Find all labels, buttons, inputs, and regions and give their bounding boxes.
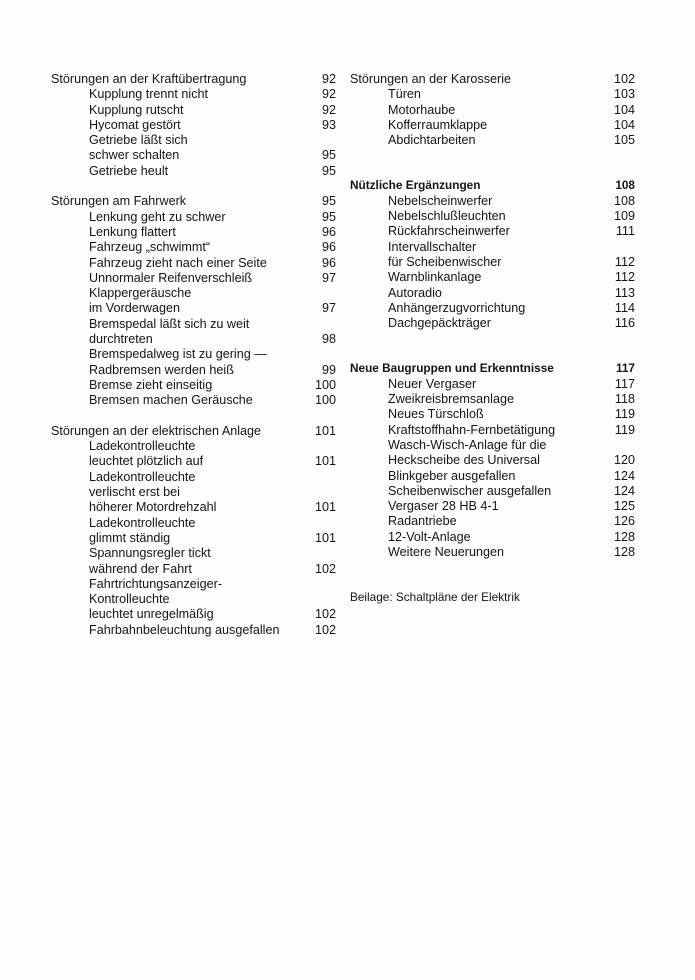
toc-entry-title: Fahrtrichtungsanzeiger- [89, 576, 222, 591]
toc-entry-title: Bremsen machen Geräusche [89, 393, 253, 408]
toc-entry [51, 485, 336, 500]
toc-page-number: 92 [321, 102, 336, 117]
toc-page-number: 111 [615, 224, 635, 239]
toc-page-number: 99 [321, 362, 336, 377]
toc-page-number: 102 [314, 561, 336, 576]
toc-page-number: 112 [614, 254, 635, 269]
toc-entry [350, 469, 635, 484]
toc-page-number: 102 [613, 72, 635, 86]
toc-page-number: 95 [321, 148, 336, 163]
toc-section-heading [350, 361, 635, 376]
toc-entry-title: Spannungsregler tickt [89, 546, 211, 561]
toc-page-number: 95 [321, 194, 336, 209]
toc-entry-title: Lenkung flattert [89, 224, 176, 239]
toc-page-number: 92 [321, 87, 336, 102]
toc-entry-title: Radbremsen werden heiß [89, 362, 234, 377]
toc-page-number: 96 [321, 240, 336, 255]
toc-entry-title: glimmt ständig [89, 530, 171, 545]
toc-page-number: 120 [613, 453, 635, 468]
toc-entry-title: 12-Volt-Anlage [388, 529, 471, 544]
toc-page-number: 119 [614, 407, 635, 422]
toc-entry [51, 148, 336, 163]
toc-entry [350, 255, 635, 270]
toc-entry [350, 118, 635, 133]
toc-entry-title: im Vorderwagen [89, 301, 181, 316]
toc-entry [51, 256, 336, 271]
toc-entry-title: schwer schalten [89, 148, 180, 163]
toc-page-number: 97 [321, 301, 336, 316]
toc-entry [51, 301, 336, 316]
toc-entry [51, 103, 336, 118]
toc-page-number: 113 [614, 285, 635, 300]
toc-entry [350, 407, 635, 422]
toc-entry [51, 470, 336, 485]
toc-entry-title: Unnormaler Reifenverschleiß [89, 270, 253, 285]
toc-entry-title: Heckscheibe des Universal [388, 453, 540, 468]
toc-entry [51, 118, 336, 133]
toc-entry-title: Vergaser 28 HB 4-1 [388, 499, 499, 514]
toc-entry [51, 210, 336, 225]
toc-entry [51, 393, 336, 408]
toc-entry [350, 453, 635, 468]
toc-entry [51, 286, 336, 301]
toc-entry-title: Nützliche Ergänzungen [350, 178, 481, 193]
toc-entry [51, 317, 336, 332]
toc-entry [51, 607, 336, 622]
toc-entry-title: Zweikreisbremsanlage [388, 392, 514, 407]
toc-entry-title: Fahrbahnbeleuchtung ausgefallen [89, 622, 280, 637]
toc-page-number: 108 [613, 193, 635, 208]
toc-entry [350, 423, 635, 438]
section-spacer [350, 560, 635, 575]
toc-entry-title: Kupplung rutscht [89, 102, 184, 117]
toc-entry-title: für Scheibenwischer [388, 254, 502, 269]
toc-page-number: 109 [613, 209, 635, 224]
toc-entry [350, 209, 635, 224]
toc-page-number: 92 [321, 72, 336, 86]
toc-entry [51, 577, 336, 592]
toc-entry-title: Ladekontrolleuchte [89, 515, 196, 530]
toc-section-heading [51, 72, 336, 87]
toc-entry-title: Ladekontrolleuchte [89, 439, 196, 454]
toc-page-number: 114 [614, 300, 635, 315]
toc-entry [51, 623, 336, 638]
toc-entry-title: Motorhaube [388, 102, 456, 117]
toc-page-number: 124 [613, 483, 635, 498]
toc-entry-title: Nebelscheinwerfer [388, 193, 493, 208]
toc-entry [350, 87, 635, 102]
toc-entry-title: Bremse zieht einseitig [89, 377, 213, 392]
toc-entry-title: Kofferraumklappe [388, 117, 488, 132]
toc-page-number: 97 [321, 270, 336, 285]
toc-page-number: 126 [613, 514, 635, 529]
toc-entry-title: Dachgepäckträger [388, 316, 491, 331]
toc-entry [51, 332, 336, 347]
toc-entry-title: leuchtet unregelmäßig [89, 607, 214, 622]
toc-section-heading [51, 424, 336, 439]
toc-entry [51, 133, 336, 148]
toc-section-heading [51, 194, 336, 209]
toc-entry [51, 531, 336, 546]
section-spacer [51, 409, 336, 424]
toc-section-heading [350, 178, 635, 193]
toc-entry-title: Störungen am Fahrwerk [51, 194, 187, 209]
toc-page-number: 98 [321, 332, 336, 347]
toc-entry [51, 454, 336, 469]
toc-page-number: 124 [613, 468, 635, 483]
toc-page-number: 103 [613, 87, 635, 102]
toc-entry [350, 270, 635, 285]
toc-entry-title: Kontrolleuchte [89, 592, 170, 607]
toc-entry-title: Fahrzeug „schwimmt“ [89, 240, 211, 255]
toc-page-number: 119 [614, 422, 635, 437]
toc-entry [350, 377, 635, 392]
toc-entry-title: Scheibenwischer ausgefallen [388, 483, 552, 498]
toc-page-number: 105 [613, 133, 635, 148]
toc-entry [350, 240, 635, 255]
toc-page-number: 101 [314, 454, 336, 469]
toc-entry-title: Wasch-Wisch-Anlage für die [388, 437, 547, 452]
toc-entry [51, 271, 336, 286]
toc-entry-title: verlischt erst bei [89, 485, 180, 500]
toc-entry-title: Radantriebe [388, 514, 457, 529]
toc-page-number: 108 [615, 178, 635, 193]
toc-page-number: 93 [321, 117, 336, 132]
toc-entry [350, 316, 635, 331]
toc-entry-title: Rückfahrscheinwerfer [388, 224, 510, 239]
toc-page-number: 96 [321, 224, 336, 239]
toc-page-number: 100 [314, 377, 336, 392]
toc-page-number: 102 [314, 607, 336, 622]
toc-entry-title: Kraftstoffhahn-Fernbetätigung [388, 422, 556, 437]
toc-entry [51, 516, 336, 531]
toc-entry [51, 240, 336, 255]
section-spacer [51, 179, 336, 194]
toc-entry-title: Anhängerzugvorrichtung [388, 300, 526, 315]
toc-entry-title: Hycomat gestört [89, 117, 181, 132]
toc-page-number: 101 [314, 530, 336, 545]
toc-entry-title: Intervallschalter [388, 239, 477, 254]
toc-page-number: 95 [321, 163, 336, 178]
toc-entry [51, 378, 336, 393]
toc-entry [51, 164, 336, 179]
toc-entry-title: Störungen an der elektrischen Anlage [51, 423, 262, 438]
toc-entry-title: Störungen an der Kraftübertragung [51, 72, 247, 86]
toc-entry [350, 286, 635, 301]
toc-entry [350, 194, 635, 209]
toc-entry-title: Kupplung trennt nicht [89, 87, 209, 102]
toc-left-column [51, 72, 336, 638]
toc-entry-title: während der Fahrt [89, 561, 192, 576]
toc-entry-title: Beilage: Schaltpläne der Elektrik [350, 589, 520, 604]
toc-entry [350, 499, 635, 514]
toc-entry [350, 224, 635, 239]
toc-entry-title: Warnblinkanlage [388, 270, 482, 285]
toc-entry-title: Getriebe heult [89, 163, 169, 178]
toc-page-number: 116 [614, 316, 635, 331]
toc-entry-title: Abdichtarbeiten [388, 133, 476, 148]
toc-entry [350, 392, 635, 407]
section-spacer [350, 148, 635, 178]
toc-page-number: 128 [613, 529, 635, 544]
toc-entry [350, 530, 635, 545]
toc-entry [51, 225, 336, 240]
toc-entry [51, 363, 336, 378]
section-spacer [350, 331, 635, 361]
toc-page-number: 102 [314, 622, 336, 637]
toc-entry [51, 439, 336, 454]
toc-entry-title: Türen [388, 87, 421, 102]
toc-entry-title: Bremspedal läßt sich zu weit [89, 316, 250, 331]
toc-entry-title: Getriebe läßt sich [89, 133, 188, 148]
toc-entry [350, 103, 635, 118]
toc-entry-title: Lenkung geht zu schwer [89, 209, 226, 224]
toc-entry-title: Ladekontrolleuchte [89, 469, 196, 484]
toc-section-heading [350, 72, 635, 87]
toc-page-number: 112 [614, 270, 635, 285]
toc-entry [350, 133, 635, 148]
toc-entry-title: Bremspedalweg ist zu gering — [89, 347, 267, 362]
toc-page-number: 125 [613, 499, 635, 514]
toc-entry-title: Neue Baugruppen und Erkenntnisse [350, 361, 554, 376]
toc-page-number: 118 [614, 392, 635, 407]
toc-page-number: 104 [613, 102, 635, 117]
toc-page-number: 117 [615, 361, 635, 376]
toc-entry-title: Blinkgeber ausgefallen [388, 468, 516, 483]
supplement-note [350, 590, 635, 605]
toc-entry [350, 301, 635, 316]
toc-entry-title: Nebelschlußleuchten [388, 209, 506, 224]
toc-entry [350, 484, 635, 499]
toc-page-number: 101 [314, 423, 336, 438]
toc-page-number: 104 [613, 117, 635, 132]
toc-entry-title: durchtreten [89, 332, 153, 347]
toc-page-number: 96 [321, 255, 336, 270]
toc-page-number: 100 [314, 393, 336, 408]
toc-entry [51, 500, 336, 515]
toc-entry-title: Autoradio [388, 285, 442, 300]
toc-page-number: 117 [614, 376, 635, 391]
toc-page-number: 95 [321, 209, 336, 224]
toc-entry [51, 87, 336, 102]
toc-entry [51, 592, 336, 607]
toc-entry [51, 347, 336, 362]
toc-page-number: 101 [314, 500, 336, 515]
toc-entry-title: Neuer Vergaser [388, 376, 477, 391]
toc-entry [350, 514, 635, 529]
toc-entry [51, 546, 336, 561]
toc-entry [350, 545, 635, 560]
toc-entry-title: Fahrzeug zieht nach einer Seite [89, 255, 267, 270]
toc-page-number: 128 [613, 545, 635, 560]
toc-entry-title: leuchtet plötzlich auf [89, 454, 204, 469]
toc-entry-title: Weitere Neuerungen [388, 545, 504, 560]
toc-entry [350, 438, 635, 453]
toc-entry-title: höherer Motordrehzahl [89, 500, 217, 515]
toc-entry-title: Störungen an der Karosserie [350, 72, 512, 86]
toc-right-column [350, 72, 635, 605]
toc-entry [51, 562, 336, 577]
toc-entry-title: Neues Türschloß [388, 407, 484, 422]
toc-entry-title: Klappergeräusche [89, 286, 192, 301]
